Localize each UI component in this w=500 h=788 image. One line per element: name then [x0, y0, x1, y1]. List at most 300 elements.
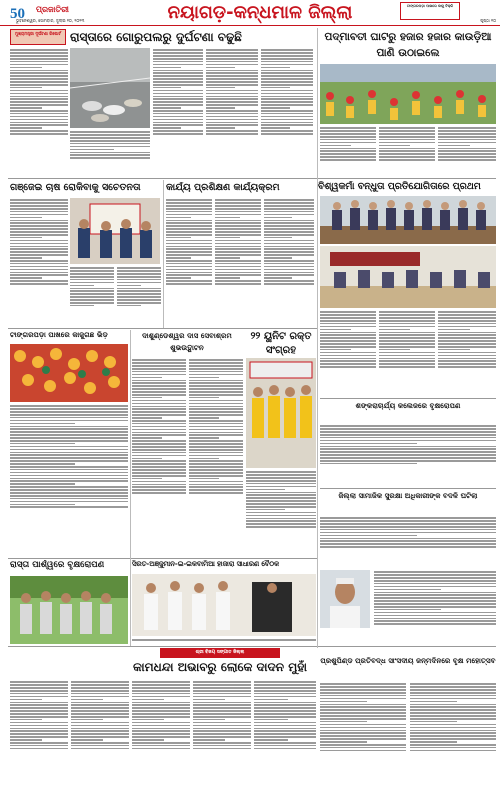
vrule-3 [130, 330, 131, 646]
body-text-line [153, 122, 203, 124]
story-seminar-body-col2 [379, 310, 435, 396]
body-text-line [320, 683, 406, 685]
body-text-line [153, 110, 203, 112]
body-text-line [189, 452, 243, 454]
body-text-line [254, 736, 316, 738]
body-text-line [71, 699, 103, 701]
body-text-line [70, 290, 114, 292]
body-text-line [153, 133, 203, 135]
body-text-line [10, 78, 68, 80]
story-training-body-col2 [215, 198, 261, 326]
body-text-line [70, 140, 150, 142]
story-birthday-body-col2 [410, 682, 496, 784]
body-text-line [264, 205, 314, 207]
body-text-line [166, 266, 212, 268]
body-text-line [320, 715, 406, 717]
body-text-line [206, 116, 258, 118]
body-text-line [320, 747, 406, 749]
body-text-line [215, 274, 261, 276]
body-text-line [166, 269, 212, 271]
body-text-line [438, 142, 496, 144]
body-text-line [10, 119, 68, 121]
body-text-line [246, 503, 316, 505]
body-text-line [10, 504, 75, 506]
body-text-line [264, 208, 314, 210]
body-text-line [189, 388, 243, 390]
body-text-line [264, 266, 314, 268]
body-text-line [166, 254, 212, 256]
body-text-line [10, 228, 68, 230]
body-text-line [246, 515, 316, 517]
body-text-line [206, 78, 258, 80]
body-text-line [153, 67, 181, 69]
body-text-line [10, 90, 68, 92]
body-text-line [132, 446, 186, 448]
body-text-line [153, 113, 203, 115]
body-text-line [193, 722, 251, 724]
body-text-line [189, 371, 243, 373]
body-text-line [10, 483, 75, 485]
story-anjuman-body [132, 638, 316, 644]
body-text-line [320, 695, 406, 697]
body-text-line [374, 574, 496, 576]
body-text-line [132, 730, 190, 732]
body-text-line [254, 704, 316, 706]
body-text-line [379, 130, 435, 132]
body-text-line [132, 359, 186, 361]
body-text-line [10, 199, 68, 201]
body-text-line [320, 334, 376, 336]
body-text-line [261, 61, 313, 63]
body-text-line [132, 368, 186, 370]
body-text-line [410, 721, 457, 723]
masthead [0, 0, 500, 26]
body-text-line [246, 474, 316, 476]
body-text-line [261, 127, 290, 129]
story-migration-kicker: ଶ୍ରୀ ବିଜୟ ସଙ୍ଗୀତ ଜିଲ୍ଲା [195, 650, 245, 655]
body-text-line [10, 222, 68, 224]
body-text-line [261, 67, 290, 69]
body-text-line [189, 432, 243, 434]
body-text-line [254, 690, 316, 692]
body-text-line [189, 377, 219, 379]
story-ganja-body-col1 [10, 198, 68, 326]
body-text-line [264, 199, 314, 201]
story-training-headline: କାର୍ଯ୍ୟ ପ୍ରଶିକ୍ଷଣ କାର୍ଯ୍ୟକ୍ରମ [166, 182, 280, 193]
body-text-line [70, 302, 114, 304]
body-text-line [320, 448, 496, 450]
body-text-line [71, 693, 129, 695]
body-text-line [70, 293, 114, 295]
body-text-line [10, 475, 128, 477]
body-text-line [246, 494, 316, 496]
body-text-line [10, 733, 68, 735]
body-text-line [246, 520, 316, 522]
body-text-line [374, 600, 496, 602]
body-text-line [10, 506, 128, 508]
body-text-line [320, 156, 376, 158]
body-text-line [10, 251, 68, 253]
body-text-line [261, 98, 313, 100]
body-text-line [206, 70, 258, 72]
body-text-line [438, 150, 496, 152]
body-text-line [10, 489, 128, 491]
body-text-line [117, 279, 161, 281]
body-text-line [10, 428, 128, 430]
body-text-line [10, 501, 128, 503]
body-text-line [410, 692, 496, 694]
body-text-line [193, 736, 251, 738]
body-text-line [320, 153, 376, 155]
people-photo [246, 358, 316, 468]
body-text-line [189, 429, 243, 431]
body-text-line [320, 692, 406, 694]
body-text-line [189, 489, 243, 491]
body-text-line [10, 211, 68, 213]
body-text-line [206, 110, 258, 112]
body-text-line [254, 745, 316, 747]
body-text-line [379, 358, 435, 360]
body-text-line [438, 317, 496, 319]
body-text-line [10, 104, 68, 106]
body-text-line [261, 96, 313, 98]
body-text-line [10, 208, 68, 210]
body-text-line [254, 713, 316, 715]
body-text-line [10, 710, 68, 712]
body-text-line [71, 704, 129, 706]
body-text-line [10, 446, 128, 448]
body-text-line [261, 75, 313, 77]
body-text-line [132, 408, 186, 410]
body-text-line [379, 317, 435, 319]
body-text-line [261, 116, 313, 118]
body-text-line [438, 156, 496, 158]
body-text-line [189, 426, 243, 428]
body-text-line [254, 710, 316, 712]
body-text-line [132, 429, 186, 431]
body-text-line [10, 478, 128, 480]
body-text-line [166, 246, 212, 248]
body-text-line [132, 484, 186, 486]
body-text-line [70, 146, 150, 148]
body-text-line [166, 280, 212, 282]
body-text-line [320, 311, 376, 313]
body-text-line [320, 460, 496, 462]
story-portrait-body [374, 570, 496, 650]
body-text-line [254, 739, 288, 741]
body-text-line [261, 49, 313, 51]
body-text-line [132, 420, 186, 422]
body-text-line [153, 64, 203, 66]
body-text-line [166, 225, 212, 227]
body-text-line [206, 58, 258, 60]
body-text-line [70, 131, 150, 133]
body-text-line [166, 277, 191, 279]
body-text-line [70, 154, 150, 156]
body-text-line [206, 133, 258, 135]
body-text-line [438, 349, 470, 351]
body-text-line [132, 385, 186, 387]
body-text-line [215, 208, 261, 210]
body-text-line [10, 684, 68, 686]
body-text-line [261, 133, 313, 135]
body-text-line [438, 363, 496, 365]
body-text-line [10, 449, 128, 451]
body-text-line [215, 272, 261, 274]
body-text-line [254, 693, 316, 695]
body-text-line [193, 716, 251, 718]
story-ghat-headline: ପଦ୍ମାବତୀ ଘାଟରୁ ହଜାର ହଜାର କାଉଡ଼ିଆ ପାଣି ଉଠାଇଲେ [324, 31, 492, 59]
photo-mohammed-portrait [320, 570, 370, 628]
body-text-line [379, 337, 435, 339]
body-text-line [320, 446, 496, 448]
story-anjuman-headline: ସିରତ-ଅଞ୍ଜୁମାନ-ଇ-ଇକବାମିଆ ହାଜାରା ସାଧାରଣ ବୈଠକ [132, 560, 279, 568]
body-text-line [215, 220, 261, 222]
body-text-line [254, 733, 316, 735]
body-text-line [132, 406, 186, 408]
story-cattle-body-col2 [70, 130, 150, 176]
top-right-teaser-box [400, 2, 460, 20]
body-text-line [264, 280, 314, 282]
body-text-line [320, 709, 406, 711]
vrule-2 [163, 180, 164, 328]
body-text-line [374, 586, 496, 588]
body-text-line [320, 332, 376, 334]
body-text-line [10, 699, 42, 701]
body-text-line [189, 455, 243, 457]
body-text-line [193, 704, 251, 706]
body-text-line [374, 606, 496, 608]
body-text-line [320, 440, 496, 442]
body-text-line [438, 334, 496, 336]
body-text-line [132, 460, 186, 462]
story-kaju-body [10, 404, 128, 556]
body-text-line [438, 323, 496, 325]
dateline: ଭୁବନେଶ୍ୱର, ସୋମବାର, ଜୁଲାଇ ୧୦, ୨୦୨୩ [16, 18, 85, 23]
body-text-line [254, 699, 288, 701]
body-text-line [10, 127, 42, 129]
body-text-line [320, 724, 406, 726]
body-text-line [261, 110, 313, 112]
body-text-line [10, 495, 128, 497]
body-text-line [246, 518, 316, 520]
body-text-line [189, 380, 243, 382]
body-text-line [264, 240, 314, 242]
body-text-line [132, 391, 186, 393]
body-text-line [132, 449, 186, 451]
body-text-line [215, 240, 261, 242]
body-text-line [264, 225, 314, 227]
body-text-line [320, 314, 376, 316]
body-text-line [193, 719, 225, 721]
body-text-line [166, 243, 212, 245]
body-text-line [215, 251, 261, 253]
photo-ganja-awareness [70, 198, 160, 264]
body-text-line [10, 498, 128, 500]
body-text-line [320, 451, 496, 453]
rule-5 [320, 398, 496, 399]
body-text-line [410, 698, 496, 700]
body-text-line [132, 455, 186, 457]
body-text-line [379, 148, 435, 150]
body-text-line [10, 405, 128, 407]
body-text-line [10, 411, 128, 413]
body-text-line [10, 202, 68, 204]
body-text-line [189, 365, 243, 367]
body-text-line [374, 571, 496, 573]
body-text-line [153, 116, 203, 118]
body-text-line [215, 231, 261, 233]
body-text-line [70, 305, 94, 307]
body-text-line [379, 340, 435, 342]
body-text-line [153, 90, 203, 92]
body-text-line [10, 434, 128, 436]
story-sevashram-body-col1 [132, 358, 186, 556]
story-ganja-body-col2 [70, 266, 114, 326]
body-text-line [320, 741, 367, 743]
photo-group-award [320, 196, 496, 244]
body-text-line [193, 690, 251, 692]
story-migration-body-col1 [10, 680, 68, 784]
story-cattle-body-col5 [261, 48, 313, 176]
body-text-line [189, 492, 243, 494]
body-text-line [132, 704, 190, 706]
body-text-line [70, 137, 150, 139]
body-text-line [261, 107, 290, 109]
body-text-line [10, 469, 128, 471]
body-text-line [261, 70, 313, 72]
body-text-line [410, 750, 496, 752]
body-text-line [320, 517, 496, 519]
body-text-line [132, 437, 162, 439]
body-text-line [320, 127, 376, 129]
body-text-line [320, 337, 376, 339]
body-text-line [10, 81, 68, 83]
body-text-line [379, 329, 410, 331]
body-text-line [374, 618, 496, 620]
body-text-line [320, 349, 351, 351]
body-text-line [117, 305, 141, 307]
body-text-line [71, 725, 129, 727]
body-text-line [438, 358, 496, 360]
body-text-line [193, 684, 251, 686]
body-text-line [132, 426, 186, 428]
crowd-photo [10, 344, 128, 402]
body-text-line [254, 725, 316, 727]
body-text-line [320, 358, 376, 360]
body-text-line [264, 228, 314, 230]
body-text-line [189, 408, 243, 410]
body-text-line [320, 366, 376, 368]
body-text-line [438, 337, 496, 339]
body-text-line [189, 463, 243, 465]
story-migration-body-col5 [254, 680, 316, 784]
body-text-line [438, 355, 496, 357]
body-text-line [10, 70, 68, 72]
edition-title: ନୟାଗଡ଼-କନ୍ଧମାଳ ଜିଲ୍ଲା [167, 2, 353, 23]
body-text-line [438, 133, 496, 135]
body-text-line [438, 139, 496, 141]
body-text-line [153, 70, 203, 72]
body-text-line [10, 719, 42, 721]
body-text-line [10, 87, 42, 89]
body-text-line [132, 690, 190, 692]
body-text-line [10, 220, 68, 222]
body-text-line [206, 98, 258, 100]
body-text-line [70, 270, 114, 272]
story-cattle-kicker: ମୁଖ୍ୟମନ୍ତ୍ରୀ ଦୂର୍ଘଟଣା ରିପୋର୍ଟ [15, 31, 61, 36]
body-text-line [379, 352, 435, 354]
body-text-line [320, 425, 496, 427]
rule-6 [320, 488, 496, 489]
body-text-line [264, 222, 314, 224]
crowd-photo [320, 64, 496, 124]
body-text-line [206, 124, 258, 126]
body-text-line [320, 148, 376, 150]
body-text-line [10, 49, 68, 51]
body-text-line [264, 234, 314, 236]
body-text-line [254, 730, 316, 732]
body-text-line [153, 75, 203, 77]
body-text-line [117, 290, 161, 292]
body-text-line [410, 701, 457, 703]
story-sevashram-headline: ଦାଶୁଣ୍ଡେଶ୍ୱର ଦାସ ସେବାଶ୍ରମ ଶୁଭଉଦ୍ଘାଟନ [142, 331, 232, 352]
body-text-line [320, 434, 496, 436]
story-road-tree-headline: ରାସ୍ତା ପାର୍ଶ୍ୱରେ ବୃକ୍ଷରୋପଣ [10, 560, 105, 570]
logo-number: 50 [10, 6, 25, 22]
body-text-line [215, 277, 240, 279]
body-text-line [379, 311, 435, 313]
body-text-line [264, 269, 314, 271]
body-text-line [246, 500, 316, 502]
body-text-line [379, 127, 435, 129]
body-text-line [206, 84, 258, 86]
body-text-line [153, 81, 203, 83]
body-text-line [215, 228, 261, 230]
body-text-line [320, 706, 406, 708]
body-text-line [10, 110, 68, 112]
body-text-line [189, 466, 243, 468]
body-text-line [320, 443, 417, 445]
body-text-line [10, 728, 68, 730]
body-text-line [10, 133, 68, 135]
body-text-line [320, 735, 406, 737]
body-text-line [374, 615, 496, 617]
body-text-line [193, 742, 251, 744]
body-text-line [438, 346, 496, 348]
meeting-photo [320, 246, 496, 308]
body-text-line [166, 228, 212, 230]
body-text-line [264, 246, 314, 248]
body-text-line [10, 693, 68, 695]
body-text-line [193, 739, 225, 741]
body-text-line [189, 486, 243, 488]
body-text-line [264, 220, 314, 222]
body-text-line [261, 78, 313, 80]
body-text-line [189, 437, 219, 439]
body-text-line [374, 589, 441, 591]
body-text-line [10, 277, 42, 279]
body-text-line [254, 716, 316, 718]
body-text-line [189, 406, 243, 408]
body-text-line [70, 134, 150, 136]
body-text-line [410, 709, 496, 711]
body-text-line [10, 96, 68, 98]
body-text-line [132, 693, 190, 695]
body-text-line [410, 747, 496, 749]
body-text-line [254, 702, 316, 704]
body-text-line [320, 139, 376, 141]
